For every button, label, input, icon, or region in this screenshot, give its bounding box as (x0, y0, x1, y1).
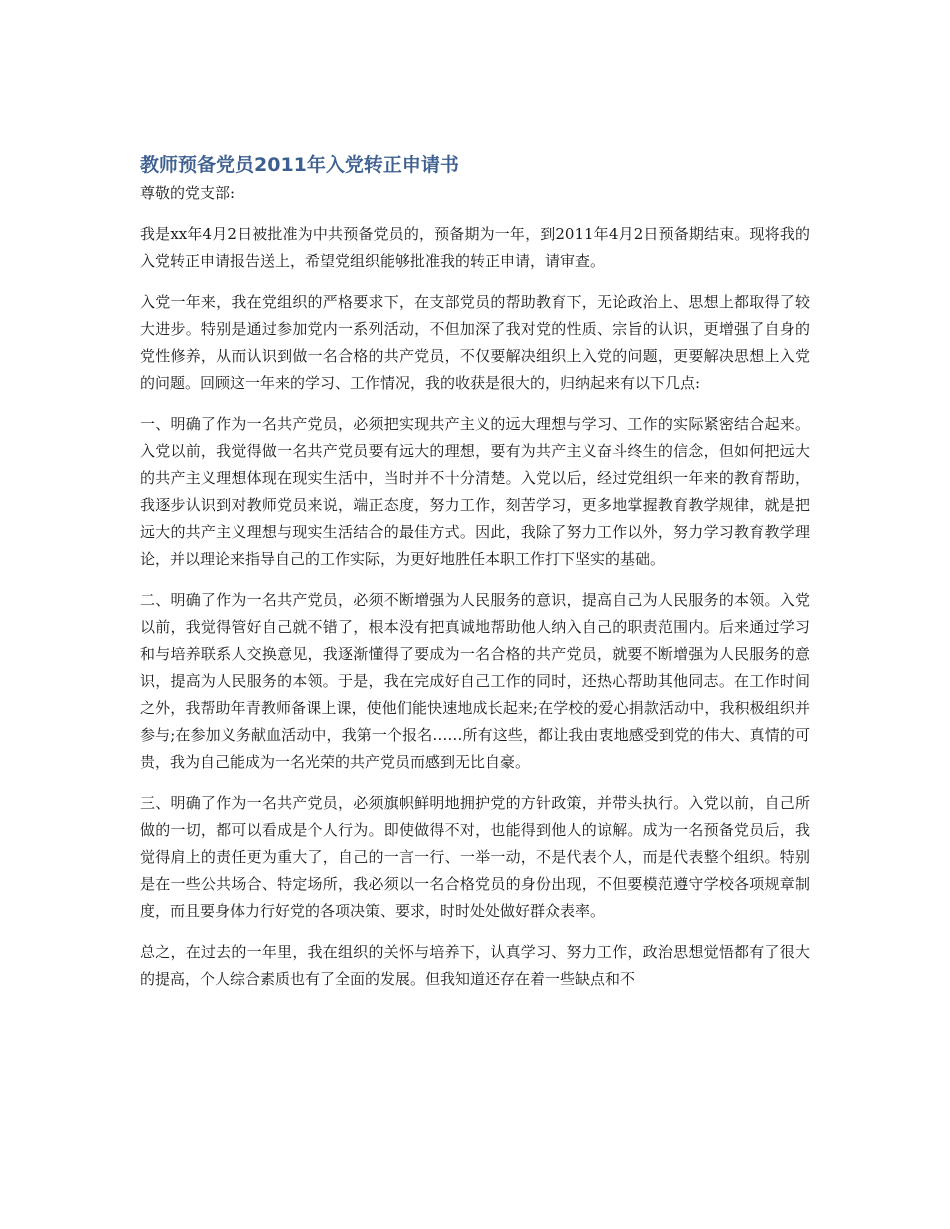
document-body (140, 150, 810, 1007)
paragraph-point-three: 三、明确了作为一名共产党员，必须旗帜鲜明地拥护党的方针政策，并带头执行。入党以前，自己所做的一切，都可以看成是个人行为。即使做得不对，也能得到他人的谅解。成为一名预备党员后，我觉得肩上的责任更为重大了，自己的一言一行、一举一动，不是代表个人，而是代表整个组织。特别是在一些公共场合、特定场所，我必须以一名合格党员的身份出现，不但要模范遵守学校各项规章制度，而且要身体力行好党的各项决策、要求，时时处处做好群众表率。 (140, 794, 810, 920)
salutation: 尊敬的党支部: (140, 184, 236, 202)
paragraph-summary: 总之，在过去的一年里，我在组织的关怀与培养下，认真学习、努力工作，政治思想觉悟都有了很大的提高，个人综合素质也有了全面的发展。但我知道还存在着一些缺点和不 (140, 943, 810, 988)
paragraph-point-two: 二、明确了作为一名共产党员，必须不断增强为人民服务的意识，提高自己为人民服务的本领。入党以前，我觉得管好自己就不错了，根本没有把真诚地帮助他人纳入自己的职责范围内。后来通过学习和与培养联系人交换意见，我逐渐懂得了要成为一名合格的共产党员，就要不断增强为人民服务的意识，提高为人民服务的本领。于是，我在完成好自己工作的同时，还热心帮助其他同志。在工作时间之外，我帮助年青教师备课上课，使他们能快速地成长起来;在学校的爱心捐款活动中，我积极组织并参与;在参加义务献血活动中，我第一个报名……所有这些，都让我由衷地感受到党的伟大、真情的可贵，我为自己能成为一名光荣的共产党员而感到无比自豪。 (140, 591, 810, 771)
paragraph-point-one: 一、明确了作为一名共产党员，必须把实现共产主义的远大理想与学习、工作的实际紧密结合起来。入党以前，我觉得做一名共产党员要有远大的理想，要有为共产主义奋斗终生的信念，但如何把远大的共产主义理想体现在现实生活中，当时并不十分清楚。入党以后，经过党组织一年来的教育帮助，我逐步认识到对教师党员来说，端正态度，努力工作，刻苦学习，更多地掌握教育教学规律，就是把远大的共产主义理想与现实生活结合的最佳方式。因此，我除了努力工作以外，努力学习教育教学理论，并以理论来指导自己的工作实际，为更好地胜任本职工作打下坚实的基础。 (140, 415, 810, 568)
paragraph-overview: 入党一年来，我在党组织的严格要求下，在支部党员的帮助教育下，无论政治上、思想上都取得了较大进步。特别是通过参加党内一系列活动，不但加深了我对党的性质、宗旨的认识，更增强了自身的党性修养，从而认识到做一名合格的共产党员，不仅要解决组织上入党的问题，更要解决思想上入党的问题。回顾这一年来的学习、工作情况，我的收获是很大的，归纳起来有以下几点: (140, 293, 810, 392)
document-title: 教师预备党员2011年入党转正申请书 (140, 154, 459, 176)
paragraph-intro: 我是xx年4月2日被批准为中共预备党员的，预备期为一年，到2011年4月2日预备期结束。现将我的入党转正申请报告送上，希望党组织能够批准我的转正申请，请审查。 (140, 225, 810, 270)
